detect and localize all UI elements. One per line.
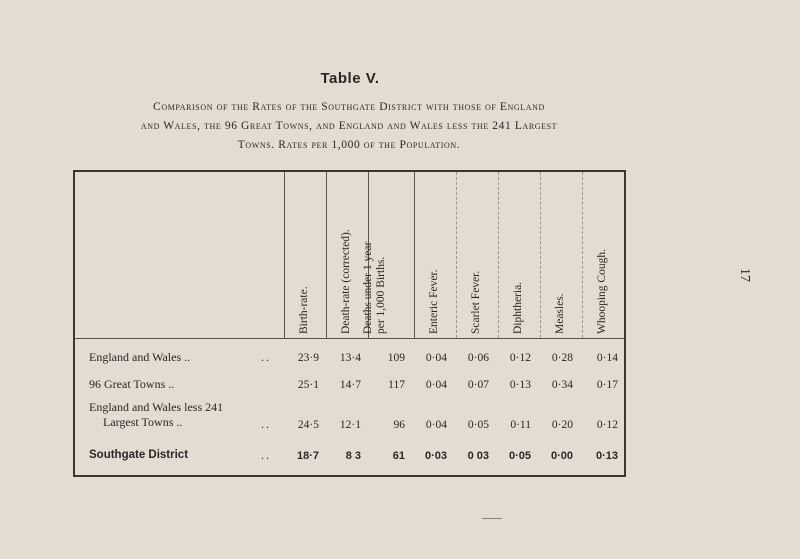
column-divider: [326, 172, 327, 338]
header-death-rate: [340, 229, 353, 334]
table-cell: 24·5: [297, 419, 319, 431]
table-cell: 0·03: [424, 450, 447, 462]
table-cell: 0·06: [467, 352, 489, 364]
table-cell: 0·34: [551, 379, 573, 391]
table-cell: 0·20: [551, 419, 573, 431]
header-whooping-cough: [596, 249, 609, 334]
column-divider: [498, 172, 499, 338]
table-cell: 0·04: [425, 379, 447, 391]
table-cell: 12·1: [339, 419, 361, 431]
header-label: Whooping Cough.: [596, 249, 608, 334]
page-number: 17: [737, 268, 752, 282]
table-cell: 0·13: [509, 379, 531, 391]
header-measles: [554, 293, 567, 334]
table-cell: 0·17: [596, 379, 618, 391]
table-caption: [62, 98, 636, 155]
row-label-line2: Largest Towns ..: [103, 415, 183, 429]
header-deaths-under-1: [362, 242, 388, 334]
row-label-southgate: Southgate District: [89, 449, 189, 461]
row-label-england-wales: England and Wales ..: [89, 350, 191, 364]
table-cell: 0·11: [510, 419, 531, 431]
header-diphtheria: [512, 282, 525, 334]
column-divider: [540, 172, 541, 338]
table-cell: 0·04: [425, 352, 447, 364]
table-cell: 23·9: [297, 352, 319, 364]
table-cell: 117: [388, 379, 405, 391]
header-label: Birth-rate.: [298, 286, 310, 334]
table-cell: 0·14: [596, 352, 618, 364]
row-dots: ..: [261, 417, 271, 431]
table-cell: 0·12: [509, 352, 531, 364]
column-divider: [414, 172, 415, 338]
header-label: Deaths under 1 year: [362, 241, 374, 334]
table-cell: 0·12: [596, 419, 618, 431]
column-divider: [456, 172, 457, 338]
row-dots: ..: [261, 350, 271, 364]
header-label: Enteric Fever.: [428, 269, 440, 334]
header-label-line2: per 1,000 Births.: [375, 256, 387, 334]
table-cell: 0·07: [467, 379, 489, 391]
caption-line-1: Comparison of the Rates of the Southgate District with those of England: [153, 101, 545, 113]
column-divider: [582, 172, 583, 338]
page-mark: [482, 518, 502, 519]
table-cell: 0·05: [508, 450, 531, 462]
header-enteric-fever: [428, 269, 441, 334]
header-scarlet-fever: [470, 271, 483, 334]
header-birth-rate: [298, 286, 311, 334]
table-cell: 8 3: [345, 450, 361, 462]
header-label: Scarlet Fever.: [470, 270, 482, 334]
table-cell: 61: [392, 450, 405, 462]
header-divider: [75, 338, 624, 339]
row-label-england-wales-less-241: England and Wales less 241: [89, 400, 224, 414]
header-label: Diphtheria.: [512, 281, 524, 334]
table-cell: 0 03: [467, 450, 489, 462]
table-cell: 14·7: [339, 379, 361, 391]
table-cell: 13·4: [339, 352, 361, 364]
table-cell: 0·05: [467, 419, 489, 431]
header-label: Measles.: [554, 293, 566, 334]
table-title: Table V.: [320, 70, 380, 87]
row-label-96-great-towns: 96 Great Towns ..: [89, 377, 175, 391]
table-cell: 0·00: [550, 450, 573, 462]
caption-line-2: and Wales, the 96 Great Towns, and England and Wales less the 241 Largest: [140, 120, 558, 132]
table-cell: 96: [393, 419, 405, 431]
rates-table: [73, 170, 626, 477]
row-dots: ..: [261, 448, 271, 462]
table-cell: 18·7: [296, 450, 319, 462]
table-cell: 0·13: [595, 450, 618, 462]
table-cell: 25·1: [297, 379, 319, 391]
column-divider: [284, 172, 285, 338]
table-cell: 0·04: [425, 419, 447, 431]
table-cell: 109: [387, 352, 405, 364]
table-cell: 0·28: [551, 352, 573, 364]
caption-line-3: Towns. Rates per 1,000 of the Population.: [237, 139, 461, 151]
header-label: Death-rate (corrected).: [340, 229, 352, 334]
